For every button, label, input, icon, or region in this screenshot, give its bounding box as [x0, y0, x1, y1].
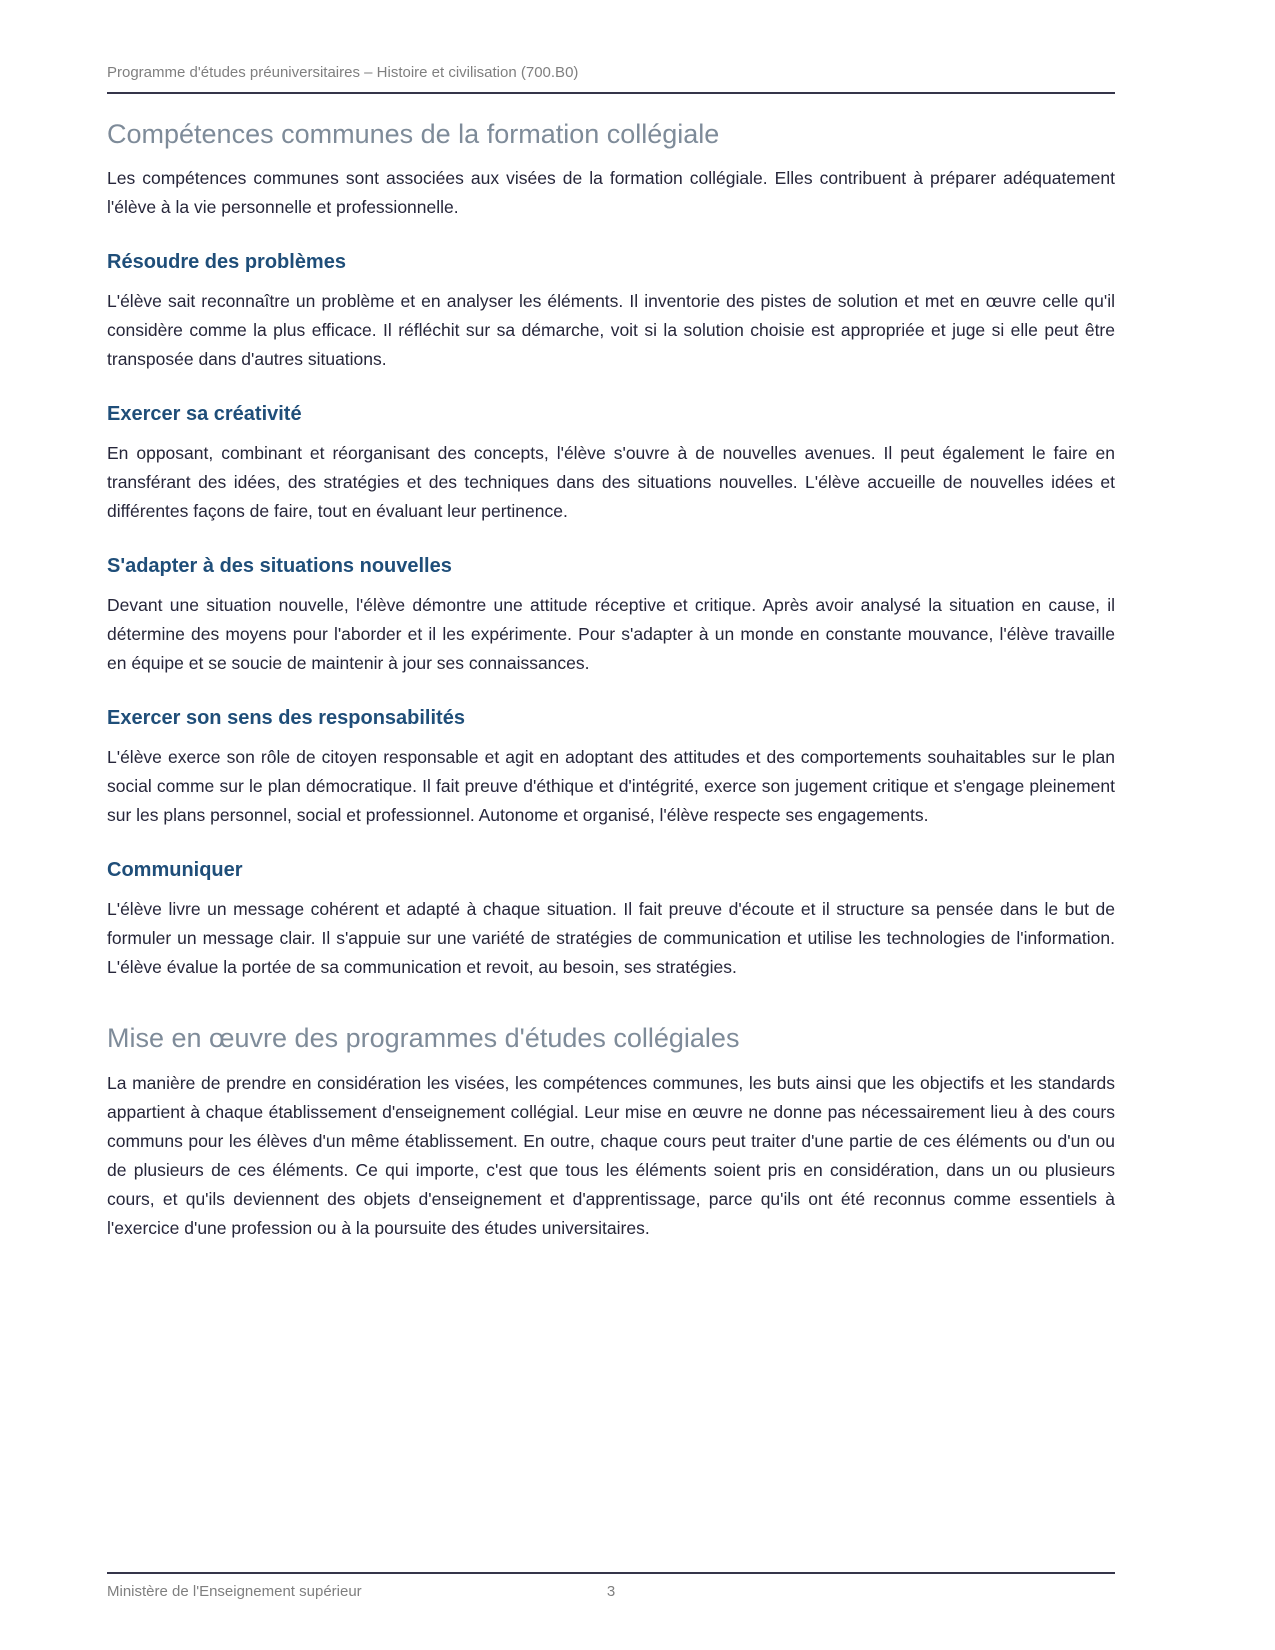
footer-ministry-label: Ministère de l'Enseignement supérieur [107, 1583, 362, 1600]
paragraph-sadapter-situations: Devant une situation nouvelle, l'élève démontre une attitude réceptive et critique. Après avoir analysé la situation en cause, il détermine des moyens pour l'aborder et il les expérimente. Pour s'adapter à un monde en constante mouvance, l'élève travaille en équipe et se soucie de maintenir à jour ses connaissances. [107, 595, 1115, 674]
subheading-exercer-creativite: Exercer sa créativité [107, 403, 302, 426]
paragraph-communiquer: L'élève livre un message cohérent et adapté à chaque situation. Il fait preuve d'écoute et il structure sa pensée dans le but de formuler un message clair. Il s'appuie sur une variété de stratégies de communication et utilise les technologies de l'information. L'élève évalue la portée de sa communication et revoit, au besoin, ses stratégies. [107, 899, 1115, 978]
paragraph-resoudre-problemes: L'élève sait reconnaître un problème et en analyser les éléments. Il inventorie des pistes de solution et met en œuvre celle qu'il considère comme la plus efficace. Il réfléchit sur sa démarche, voit si la solution choisie est appropriée et juge si elle peut être transposée dans d'autres situations. [107, 291, 1115, 370]
document-body [107, 118, 1115, 1253]
paragraph-intro: Les compétences communes sont associées aux visées de la formation collégiale. Elles contribuent à préparer adéquatement l'élève à la vie personnelle et professionnelle. [107, 168, 1115, 218]
page-footer [107, 1572, 1115, 1600]
footer-page-number: 3 [606, 1583, 616, 1600]
section-heading-competences-communes: Compétences communes de la formation collégiale [107, 119, 720, 149]
paragraph-sens-responsabilites: L'élève exerce son rôle de citoyen responsable et agit en adoptant des attitudes et des comportements souhaitables sur le plan social comme sur le plan démocratique. Il fait preuve d'éthique et d'intégrité, exerce son jugement critique et s'engage pleinement sur les plans personnel, social et professionnel. Autonome et organisé, l'élève respecte ses engagements. [107, 747, 1115, 826]
header-title: Programme d'études préuniversitaires – Histoire et civilisation (700.B0) [107, 64, 579, 81]
subheading-communiquer: Communiquer [107, 859, 243, 882]
subheading-resoudre-problemes: Résoudre des problèmes [107, 251, 346, 274]
section-heading-mise-en-oeuvre: Mise en œuvre des programmes d'études collégiales [107, 1023, 740, 1054]
paragraph-exercer-creativite: En opposant, combinant et réorganisant des concepts, l'élève s'ouvre à de nouvelles avenues. Il peut également le faire en transférant des idées, des stratégies et des techniques dans des situations nouvelles. L'élève accueille de nouvelles idées et différentes façons de faire, tout en évaluant leur pertinence. [107, 443, 1115, 522]
page-header [107, 64, 1115, 94]
paragraph-mise-en-oeuvre: La manière de prendre en considération les visées, les compétences communes, les buts ainsi que les objectifs et les standards appartient à chaque établissement d'enseignement collégial. Leur mise en œuvre ne donne pas nécessairement lieu à des cours communs pour les élèves d'un même établissement. En outre, chaque cours peut traiter d'une partie de ces éléments ou d'un ou de plusieurs de ces éléments. Ce qui importe, c'est que tous les éléments soient pris en considération, dans un ou plusieurs cours, et qu'ils deviennent des objets d'enseignement et d'apprentissage, parce qu'ils ont été reconnus comme essentiels à l'exercice d'une profession ou à la poursuite des études universitaires. [107, 1072, 1115, 1238]
subheading-sadapter-situations: S'adapter à des situations nouvelles [107, 555, 452, 578]
subheading-sens-responsabilites: Exercer son sens des responsabilités [107, 707, 465, 730]
